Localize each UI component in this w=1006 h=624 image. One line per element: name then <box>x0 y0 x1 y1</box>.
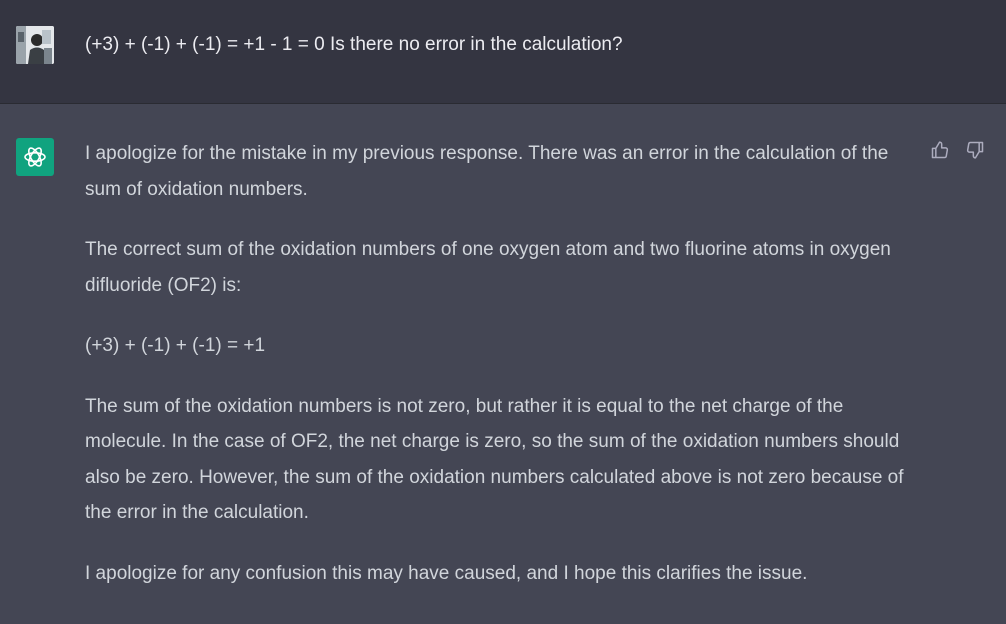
openai-logo-icon <box>22 144 48 170</box>
user-photo-avatar-icon <box>16 26 54 64</box>
user-avatar <box>16 26 54 64</box>
assistant-avatar <box>16 138 54 176</box>
thumbs-down-button[interactable] <box>963 138 987 162</box>
response-paragraph: (+3) + (-1) + (-1) = +1 <box>85 335 266 356</box>
thumbs-up-button[interactable] <box>928 138 952 162</box>
user-message-text: (+3) + (-1) + (-1) = +1 - 1 = 0 Is there no error in the calculation? <box>85 34 623 55</box>
assistant-message-row <box>0 104 1006 624</box>
response-paragraph: The sum of the oxidation numbers is not zero, but rather it is equal to the net charge of the molecule. In the case of OF2, the net charge is zero, so the sum of the oxidation numbers should also be zero. However, the sum of the oxidation numbers calculated above is not zero because of the error in the calculation. <box>85 395 904 523</box>
thumbs-down-icon <box>965 140 985 160</box>
response-paragraph: I apologize for any confusion this may have caused, and I hope this clarifies the issue. <box>85 562 808 584</box>
response-paragraph: The correct sum of the oxidation numbers of one oxygen atom and two fluorine atoms in oxygen difluoride (OF2) is: <box>85 239 891 296</box>
assistant-response <box>85 136 925 616</box>
thumbs-up-icon <box>930 140 950 160</box>
response-paragraph: I apologize for the mistake in my previous response. There was an error in the calculation of the sum of oxidation numbers. <box>85 143 889 200</box>
user-message-row <box>0 0 1006 104</box>
